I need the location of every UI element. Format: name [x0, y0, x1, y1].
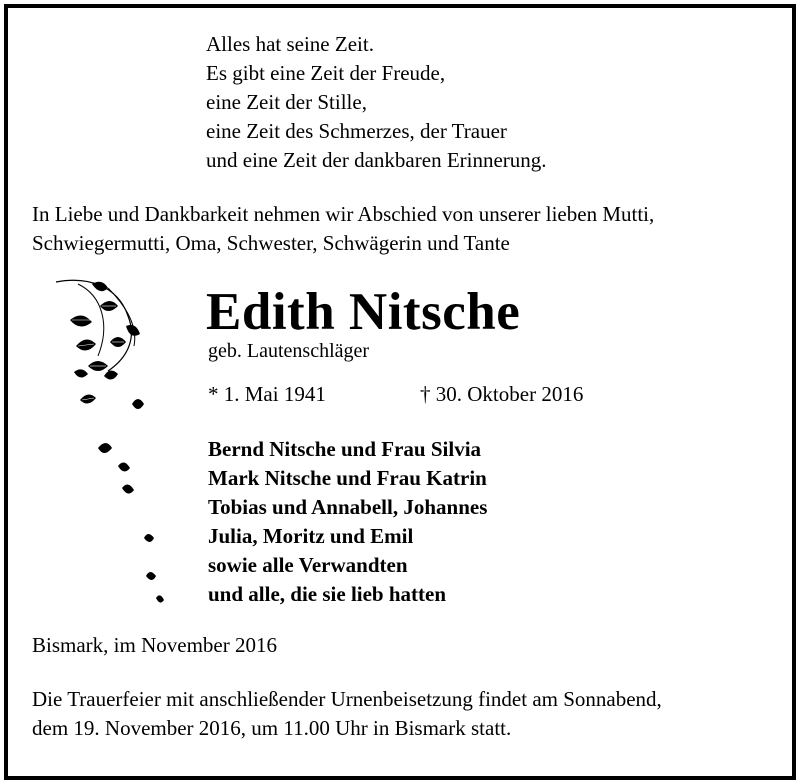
- poem-line: Es gibt eine Zeit der Freude,: [206, 61, 446, 85]
- poem-line: Alles hat seine Zeit.: [206, 32, 374, 56]
- place-date: Bismark, im November 2016: [32, 633, 277, 657]
- poem-line: und eine Zeit der dankbaren Erinnerung.: [206, 148, 547, 172]
- funeral-line: Die Trauerfeier mit anschließender Urnenbeisetzung findet am Sonnabend,: [32, 687, 662, 711]
- mourners-list: [208, 435, 487, 609]
- intro-line: In Liebe und Dankbarkeit nehmen wir Abschied von unserer lieben Mutti,: [32, 202, 655, 226]
- deceased-name: Edith Nitsche: [206, 283, 521, 341]
- funeral-info: [32, 685, 662, 743]
- poem-line: eine Zeit der Stille,: [206, 90, 367, 114]
- mourner-line: Mark Nitsche und Frau Katrin: [208, 466, 487, 490]
- death-date: † 30. Oktober 2016: [420, 382, 584, 406]
- intro-line: Schwiegermutti, Oma, Schwester, Schwägerin und Tante: [32, 231, 510, 255]
- falling-leaves-icon: [48, 276, 188, 616]
- mourner-line: und alle, die sie lieb hatten: [208, 582, 447, 606]
- poem: [206, 30, 547, 175]
- maiden-name: geb. Lautenschläger: [208, 340, 370, 362]
- poem-line: eine Zeit des Schmerzes, der Trauer: [206, 119, 507, 143]
- mourner-line: Bernd Nitsche und Frau Silvia: [208, 437, 482, 461]
- mourner-line: sowie alle Verwandten: [208, 553, 408, 577]
- intro-text: [32, 200, 654, 258]
- funeral-line: dem 19. November 2016, um 11.00 Uhr in Bismark statt.: [32, 716, 512, 740]
- mourner-line: Tobias und Annabell, Johannes: [208, 495, 488, 519]
- mourner-line: Julia, Moritz und Emil: [208, 524, 414, 548]
- birth-date: * 1. Mai 1941: [208, 382, 326, 406]
